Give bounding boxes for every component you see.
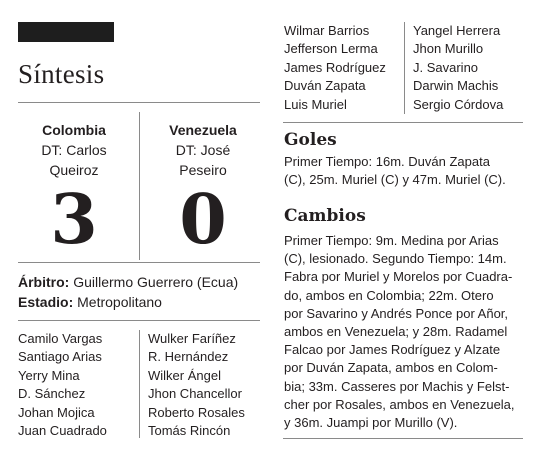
score-colombia: 3 xyxy=(50,180,98,260)
lineup-colombia xyxy=(18,330,107,440)
player-name: Johan Mojica xyxy=(18,404,95,420)
divider xyxy=(283,438,523,439)
goals-heading: Goles xyxy=(284,130,337,150)
team-name: Venezuela xyxy=(169,122,237,138)
text-line: Falcao por James Rodríguez y Alzate xyxy=(284,342,501,358)
player-name: Santiago Arias xyxy=(18,349,102,365)
stadium-value: Metropolitano xyxy=(77,294,162,310)
text-line: do, ambos en Colombia; 22m. Otero xyxy=(284,287,494,303)
coach-line: DT: Carlos xyxy=(41,142,107,158)
team-colombia xyxy=(18,120,130,180)
referee-line xyxy=(18,272,238,292)
divider xyxy=(139,112,140,260)
text-line: Primer Tiempo: 9m. Medina por Arias xyxy=(284,233,499,248)
text-line: Primer Tiempo: 16m. Duván Zapata xyxy=(284,154,490,169)
player-name: Yerry Mina xyxy=(18,367,80,383)
score-venezuela: 0 xyxy=(179,180,227,260)
player-name: Yangel Herrera xyxy=(413,23,501,38)
player-name: Wulker Faríñez xyxy=(148,331,236,346)
player-name: Roberto Rosales xyxy=(148,404,245,420)
divider xyxy=(404,22,405,114)
text-line: (C), 25m. Muriel (C) y 47m. Muriel (C). xyxy=(284,172,506,188)
referee-label: Árbitro: xyxy=(18,274,70,290)
player-name: Jhon Chancellor xyxy=(148,386,242,402)
divider xyxy=(18,262,260,263)
divider xyxy=(139,330,140,438)
player-name: Jhon Murillo xyxy=(413,41,484,57)
team-name: Colombia xyxy=(42,122,106,138)
player-name: James Rodríguez xyxy=(284,59,386,75)
text-line: bia; 33m. Casseres por Machis y Felst- xyxy=(284,378,510,394)
stadium-label: Estadio: xyxy=(18,294,74,310)
coach-line: Queiroz xyxy=(49,162,99,178)
text-line: por Savarino y Andrés Ponce por Añor, xyxy=(284,305,509,321)
player-name: D. Sánchez xyxy=(18,386,86,402)
stadium-line xyxy=(18,292,162,312)
text-line: y 36m. Juampi por Murillo (V). xyxy=(284,414,458,430)
page-title: Síntesis xyxy=(18,59,105,89)
player-name: Darwin Machis xyxy=(413,78,499,94)
text-line: (C), lesionado. Segundo Tiempo: 14m. xyxy=(284,251,507,267)
player-name: Wilker Ángel xyxy=(148,367,221,383)
player-name: Camilo Vargas xyxy=(18,331,103,346)
text-line: ambos en Venezuela; y 28m. Radamel xyxy=(284,323,508,339)
player-name: J. Savarino xyxy=(413,59,479,75)
divider xyxy=(18,320,260,321)
player-name: Luis Muriel xyxy=(284,96,347,112)
lineup-venezuela-continued xyxy=(413,22,503,114)
goals-text xyxy=(284,153,506,189)
player-name: Tomás Rincón xyxy=(148,422,231,438)
player-name: Jefferson Lerma xyxy=(284,41,378,57)
changes-heading: Cambios xyxy=(284,206,366,226)
player-name: Sergio Córdova xyxy=(413,96,504,112)
team-venezuela xyxy=(146,120,260,180)
player-name: Duván Zapata xyxy=(284,78,366,94)
divider xyxy=(18,102,260,103)
player-name: Wilmar Barrios xyxy=(284,23,370,38)
player-name: Juan Cuadrado xyxy=(18,422,107,438)
text-line: por Duván Zapata, ambos en Colom- xyxy=(284,360,498,376)
text-line: Fabra por Muriel y Morelos por Cuadra- xyxy=(284,269,513,285)
section-marker-bar xyxy=(18,22,114,42)
coach-line: Peseiro xyxy=(179,162,227,178)
referee-value: Guillermo Guerrero (Ecua) xyxy=(73,274,239,290)
changes-text xyxy=(284,232,515,432)
coach-line: DT: José xyxy=(175,142,231,158)
lineup-colombia-continued xyxy=(284,22,386,114)
divider xyxy=(283,122,523,123)
text-line: cher por Rosales, ambos en Venezuela, xyxy=(284,396,515,412)
lineup-venezuela xyxy=(148,330,245,440)
player-name: R. Hernández xyxy=(148,349,229,365)
